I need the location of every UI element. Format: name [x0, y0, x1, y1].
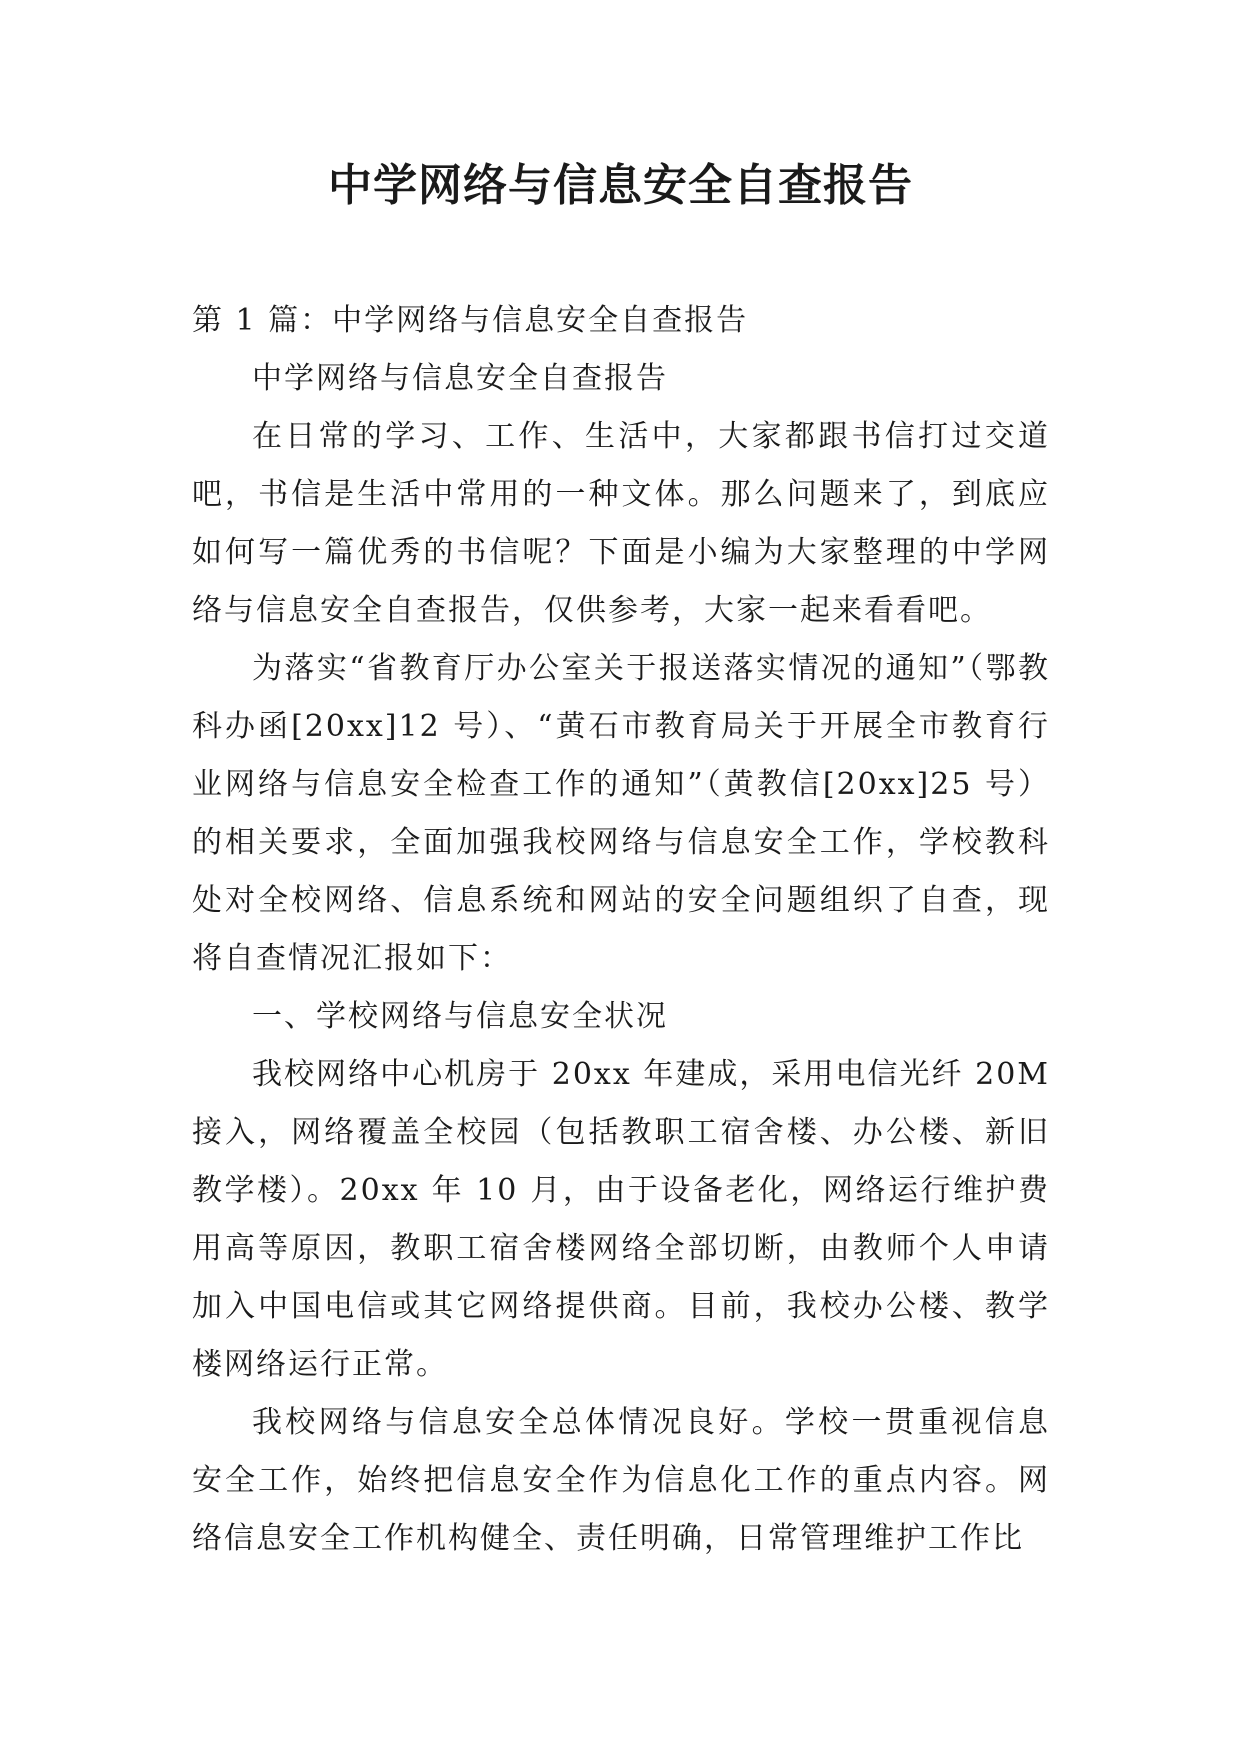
- security-overview-paragraph: 我校网络与信息安全总体情况良好。学校一贯重视信息安全工作，始终把信息安全作为信息化工作的重点内容。网络信息安全工作机构健全、责任明确，日常管理维护工作比: [192, 1405, 1050, 1556]
- network-status-paragraph: 我校网络中心机房于 20xx 年建成，采用电信光纤 20M 接入，网络覆盖全校园（包括教职工宿舍楼、办公楼、新旧教学楼）。20xx 年 10 月，由于设备老化，网络运行维护费用高等原因，教职工宿舍楼网络全部切断，由教师个人申请加入中国电信或其它网络提供商。目前，我校办公楼、教学楼网络运行正常。: [192, 1057, 1050, 1382]
- chapter-heading: 第 1 篇：中学网络与信息安全自查报告: [192, 303, 749, 338]
- document-title: 中学网络与信息安全自查报告: [328, 160, 913, 211]
- intro-paragraph: 在日常的学习、工作、生活中，大家都跟书信打过交道吧，书信是生活中常用的一种文体。那么问题来了，到底应如何写一篇优秀的书信呢？下面是小编为大家整理的中学网络与信息安全自查报告，仅供参考，大家一起来看看吧。: [192, 419, 1050, 628]
- report-subtitle: 中学网络与信息安全自查报告: [252, 361, 668, 396]
- document-body: [192, 292, 1050, 1568]
- purpose-paragraph: 为落实“省教育厅办公室关于报送落实情况的通知”（鄂教科办函[20xx]12 号）、“黄石市教育局关于开展全市教育行业网络与信息安全检查工作的通知”（黄教信[20xx]25 号）的相关要求，全面加强我校网络与信息安全工作，学校教科处对全校网络、信息系统和网站的安全问题组织了自查，现将自查情况汇报如下：: [192, 651, 1050, 976]
- section-heading: 一、学校网络与信息安全状况: [252, 999, 668, 1034]
